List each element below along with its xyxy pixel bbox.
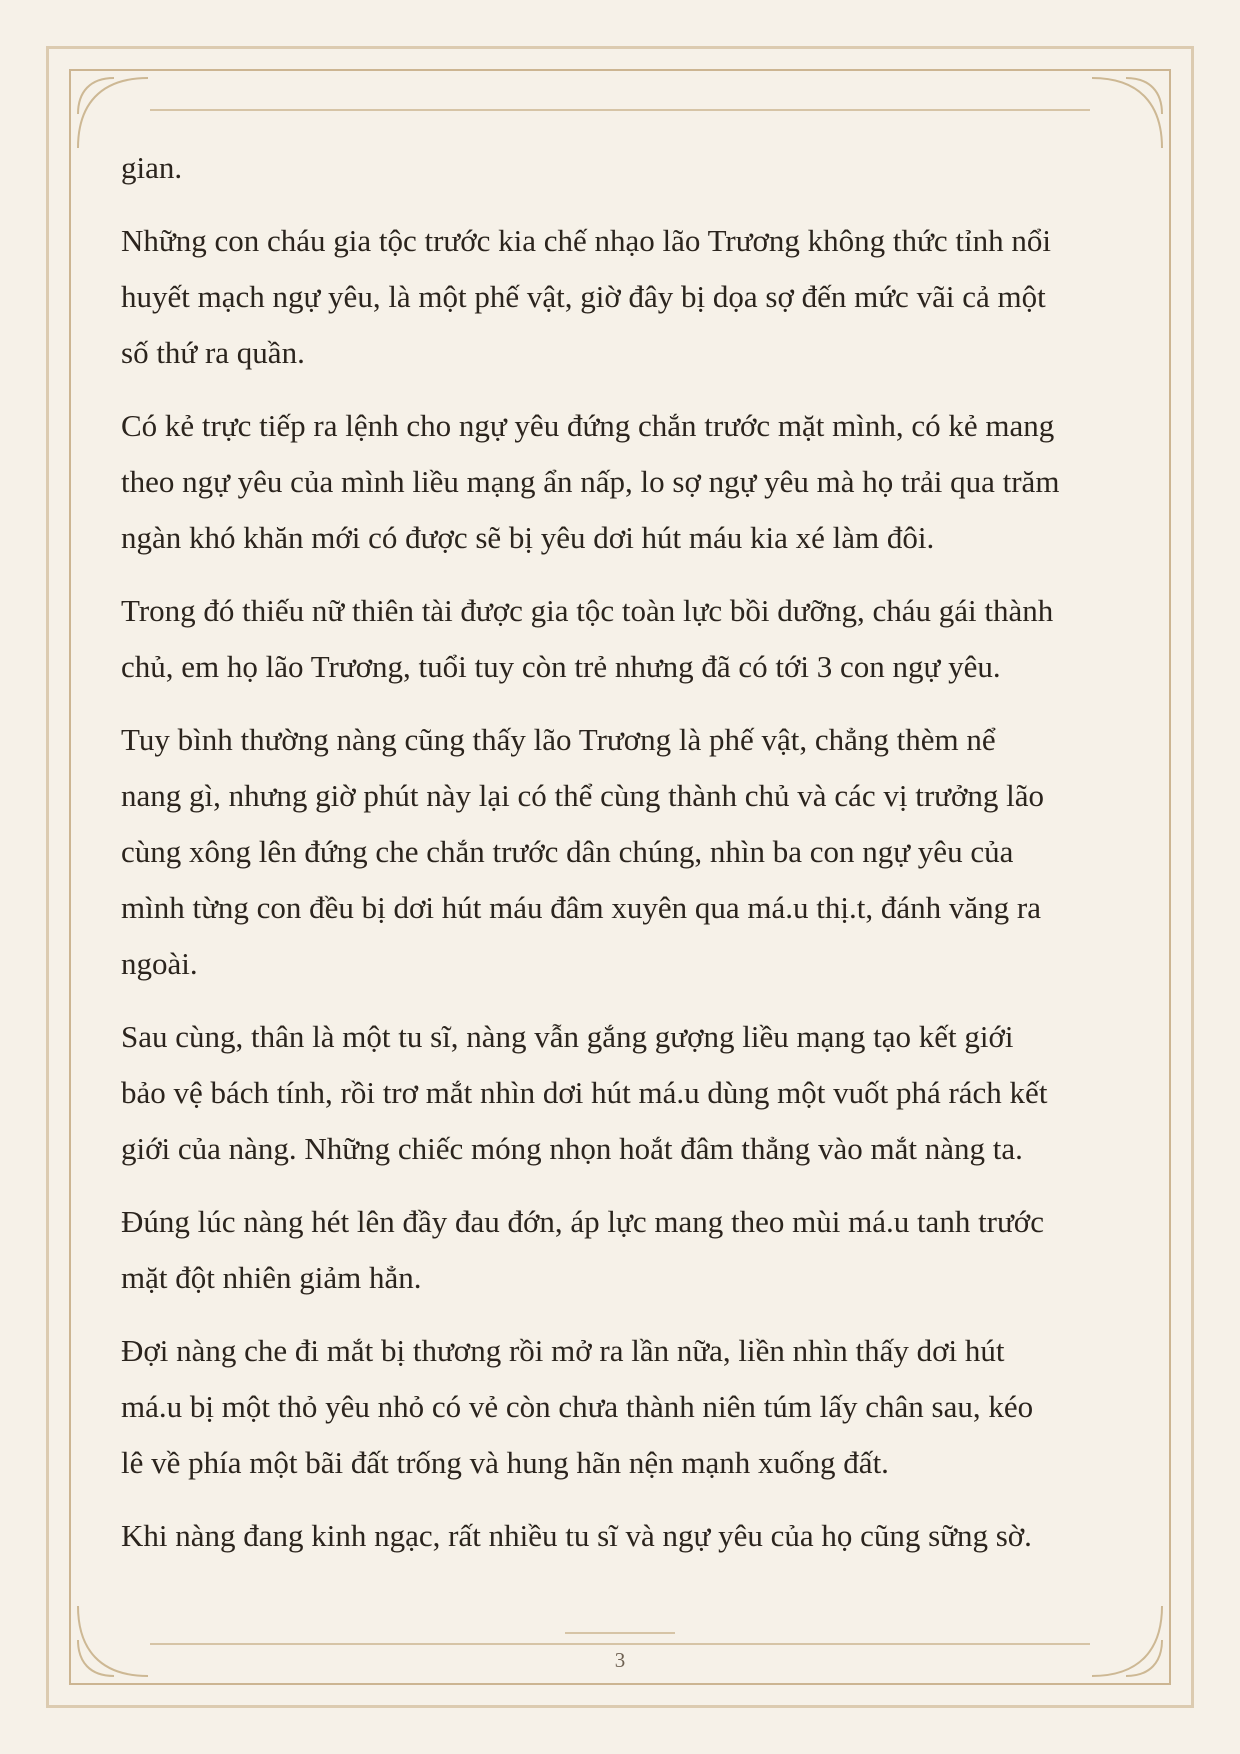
paragraph-8: Đợi nàng che đi mắt bị thương rồi mở ra lần nữa, liền nhìn thấy dơi hút má.u bị một thỏ yêu nhỏ có vẻ còn chưa thành niên túm lấy chân sau, kéo lê về phía một bãi đất trống và hung hãn nện mạnh xuống đất.: [121, 1333, 1034, 1480]
page-number: 3: [614, 1648, 626, 1672]
paragraph-7: Đúng lúc nàng hét lên đầy đau đớn, áp lực mang theo mùi má.u tanh trước mặt đột nhiên giảm hẳn.: [121, 1204, 1044, 1295]
paragraph-6: Sau cùng, thân là một tu sĩ, nàng vẫn gắng gượng liều mạng tạo kết giới bảo vệ bách tính, rồi trơ mắt nhìn dơi hút má.u dùng một vuốt phá rách kết giới của nàng. Những chiếc móng nhọn hoắt đâm thẳng vào mắt nàng ta.: [121, 1019, 1048, 1166]
paragraph-5: Tuy bình thường nàng cũng thấy lão Trương là phế vật, chẳng thèm nể nang gì, nhưng giờ phút này lại có thể cùng thành chủ và các vị trưởng lão cùng xông lên đứng che chắn trước dân chúng, nhìn ba con ngự yêu của mình từng con đều bị dơi hút máu đâm xuyên qua má.u thị.t, đánh văng ra ngoài.: [121, 722, 1044, 981]
document-body: [121, 140, 1126, 1581]
paragraph-1: gian.: [121, 150, 183, 185]
paragraph-2: Những con cháu gia tộc trước kia chế nhạo lão Trương không thức tỉnh nổi huyết mạch ngự yêu, là một phế vật, giờ đây bị dọa sợ đến mức vãi cả một số thứ ra quần.: [121, 223, 1051, 370]
paragraph-4: Trong đó thiếu nữ thiên tài được gia tộc toàn lực bồi dưỡng, cháu gái thành chủ, em họ lão Trương, tuổi tuy còn trẻ nhưng đã có tới 3 con ngự yêu.: [121, 593, 1054, 684]
paragraph-9: Khi nàng đang kinh ngạc, rất nhiều tu sĩ và ngự yêu của họ cũng sững sờ.: [121, 1518, 1032, 1553]
paragraph-3: Có kẻ trực tiếp ra lệnh cho ngự yêu đứng chắn trước mặt mình, có kẻ mang theo ngự yêu của mình liều mạng ẩn nấp, lo sợ ngự yêu mà họ trải qua trăm ngàn khó khăn mới có được sẽ bị yêu dơi hút máu kia xé làm đôi.: [121, 408, 1060, 555]
